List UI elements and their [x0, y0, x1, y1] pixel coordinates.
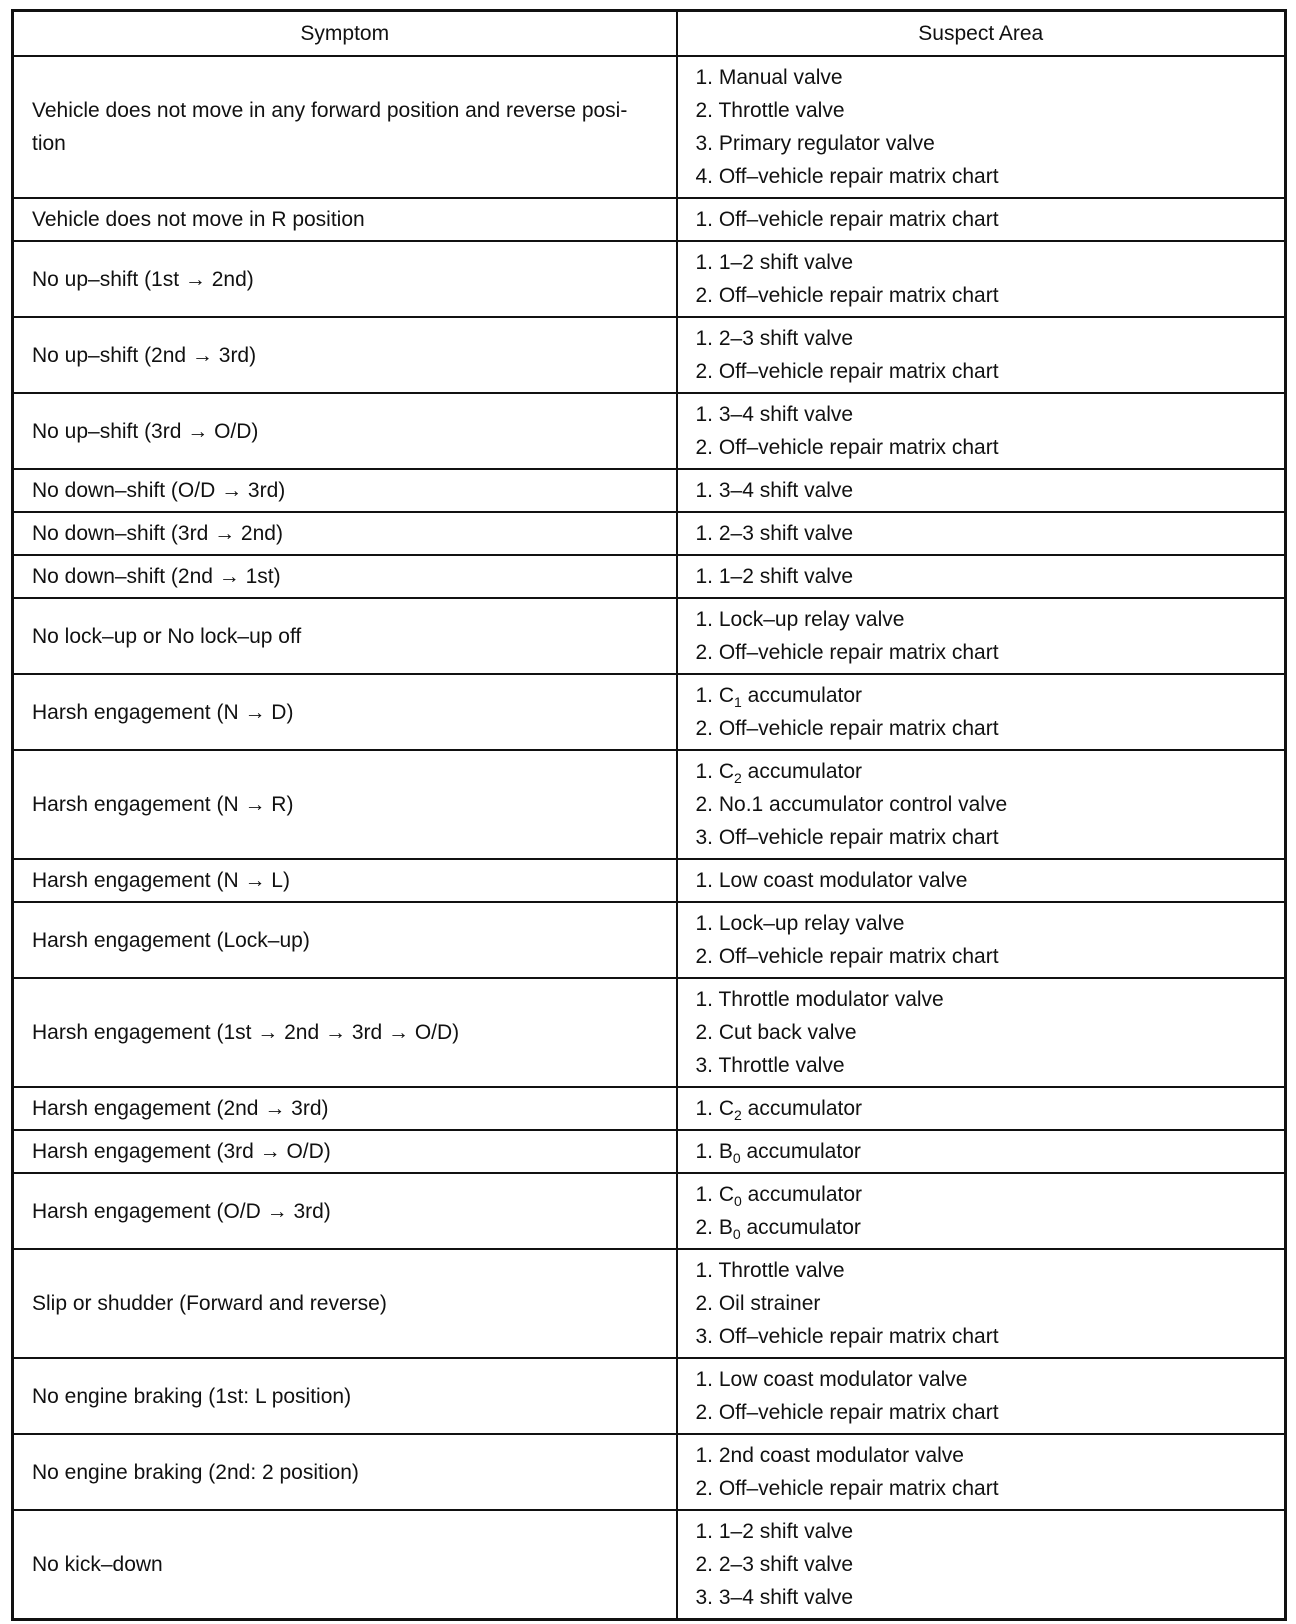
suspect-area-item [696, 940, 1275, 973]
symptom-cell [13, 56, 677, 198]
suspect-area-text: 3. Off–vehicle repair matrix chart [695, 826, 999, 849]
symptom-text: Slip or shudder (Forward and reverse) [32, 1292, 387, 1315]
suspect-area-item [696, 355, 1275, 388]
table-row [13, 1249, 1286, 1358]
suspect-area-text: 3. Primary regulator valve [695, 132, 935, 155]
suspect-area-text: 1. 1–2 shift valve [695, 251, 854, 274]
suspect-area-text: 1. 2nd coast modulator valve [695, 1444, 964, 1467]
suspect-area-cell [677, 1130, 1286, 1173]
suspect-area-item [696, 983, 1275, 1016]
symptom-cell [13, 555, 677, 598]
subscript-text: 1 [734, 694, 742, 710]
suspect-area-item [696, 1178, 1275, 1211]
symptom-text: No down–shift (O/D → 3rd) [32, 479, 286, 502]
suspect-area-cell [677, 1173, 1286, 1249]
table-row [13, 674, 1286, 750]
symptom-cell [13, 978, 677, 1087]
suspect-area-cell [677, 859, 1286, 902]
table-row [13, 241, 1286, 317]
suspect-area-item [696, 203, 1275, 236]
suspect-area-text: 3. 3–4 shift valve [695, 1586, 854, 1609]
suspect-area-cell [677, 241, 1286, 317]
suspect-area-cell [677, 469, 1286, 512]
table-row [13, 1434, 1286, 1510]
suspect-area-item [696, 1439, 1275, 1472]
symptom-text-line: tion [32, 132, 66, 155]
symptom-cell [13, 198, 677, 241]
suspect-area-cell [677, 1434, 1286, 1510]
suspect-area-item [696, 788, 1275, 821]
suspect-area-cell [677, 1358, 1286, 1434]
suspect-area-text: 1. Throttle modulator valve [695, 988, 944, 1011]
symptom-cell [13, 902, 677, 978]
symptom-table [11, 9, 1287, 1621]
suspect-area-item [696, 907, 1275, 940]
suspect-area-text: accumulator [740, 1140, 861, 1163]
suspect-area-text: accumulator [741, 760, 863, 783]
suspect-area-item [696, 431, 1275, 464]
suspect-area-cell [677, 902, 1286, 978]
suspect-area-text: 2. Off–vehicle repair matrix chart [695, 1401, 999, 1424]
suspect-area-text: 1. Low coast modulator valve [695, 869, 968, 892]
suspect-area-text: 1. C [695, 684, 735, 707]
suspect-area-item [696, 1211, 1275, 1244]
symptom-cell [13, 1173, 677, 1249]
suspect-area-item [696, 636, 1275, 669]
table-row [13, 598, 1286, 674]
suspect-area-text: 2. Off–vehicle repair matrix chart [695, 284, 999, 307]
suspect-area-text: 1. Manual valve [695, 66, 843, 89]
suspect-area-text: accumulator [741, 1097, 863, 1120]
suspect-area-cell [677, 393, 1286, 469]
suspect-area-item [696, 61, 1275, 94]
symptom-text: No kick–down [32, 1553, 163, 1576]
suspect-area-item [696, 1515, 1275, 1548]
table-row [13, 750, 1286, 859]
suspect-area-item [696, 1049, 1275, 1082]
suspect-area-item [696, 1396, 1275, 1429]
suspect-area-item [696, 712, 1275, 745]
symptom-text-line: Vehicle does not move in any forward position and reverse posi- [32, 99, 628, 122]
suspect-area-text: 1. C [695, 1183, 735, 1206]
suspect-area-cell [677, 598, 1286, 674]
suspect-area-text: 2. Off–vehicle repair matrix chart [695, 717, 999, 740]
suspect-area-item [696, 322, 1275, 355]
symptom-cell [13, 1249, 677, 1358]
symptom-cell [13, 1358, 677, 1434]
suspect-area-item [696, 560, 1275, 593]
table-row [13, 1173, 1286, 1249]
suspect-area-text: 3. Off–vehicle repair matrix chart [695, 1325, 999, 1348]
suspect-area-cell [677, 512, 1286, 555]
suspect-area-text: 2. No.1 accumulator control valve [695, 793, 1008, 816]
table-row [13, 393, 1286, 469]
suspect-area-item [696, 864, 1275, 897]
suspect-area-item [696, 94, 1275, 127]
symptom-cell [13, 1434, 677, 1510]
suspect-area-text: 2. Cut back valve [695, 1021, 857, 1044]
suspect-area-item [696, 398, 1275, 431]
suspect-area-text: 1. 3–4 shift valve [695, 403, 854, 426]
symptom-cell [13, 859, 677, 902]
table-row [13, 198, 1286, 241]
symptom-cell [13, 512, 677, 555]
suspect-area-item [696, 755, 1275, 788]
symptom-text: Harsh engagement (N → L) [32, 869, 290, 892]
symptom-cell [13, 1130, 677, 1173]
suspect-area-cell [677, 317, 1286, 393]
table-row [13, 512, 1286, 555]
table-row [13, 1358, 1286, 1434]
symptom-text: No engine braking (1st: L position) [32, 1384, 352, 1408]
symptom-text: No up–shift (3rd → O/D) [32, 419, 259, 443]
symptom-text: No engine braking (2nd: 2 position) [32, 1460, 359, 1484]
symptom-text: Harsh engagement (N → R) [32, 793, 294, 816]
symptom-column-header: Symptom [13, 11, 677, 57]
suspect-area-text: 1. 2–3 shift valve [695, 522, 854, 545]
suspect-area-text: 4. Off–vehicle repair matrix chart [695, 165, 999, 188]
suspect-area-text: 2. Off–vehicle repair matrix chart [695, 436, 999, 459]
subscript-text: 0 [732, 1150, 741, 1166]
suspect-area-column-header: Suspect Area [677, 11, 1286, 57]
suspect-area-item [696, 1254, 1275, 1287]
suspect-area-item [696, 474, 1275, 507]
suspect-area-cell [677, 1087, 1286, 1130]
symptom-text: No lock–up or No lock–up off [32, 624, 302, 648]
symptom-cell [13, 1510, 677, 1620]
symptom-text: No down–shift (3rd → 2nd) [32, 522, 283, 545]
suspect-area-cell [677, 750, 1286, 859]
symptom-text: No up–shift (2nd → 3rd) [32, 343, 257, 367]
suspect-area-text: accumulator [741, 1183, 863, 1206]
symptom-text: Vehicle does not move in R position [32, 208, 365, 231]
symptom-cell [13, 1087, 677, 1130]
suspect-area-item [696, 246, 1275, 279]
table-row [13, 1510, 1286, 1620]
symptom-text: Harsh engagement (Lock–up) [32, 928, 310, 952]
suspect-area-item [696, 821, 1275, 854]
suspect-area-item [696, 1472, 1275, 1505]
suspect-area-text: accumulator [741, 684, 863, 707]
symptom-cell [13, 750, 677, 859]
table-row [13, 469, 1286, 512]
symptom-cell [13, 469, 677, 512]
symptom-text: No up–shift (1st → 2nd) [32, 267, 254, 291]
table-body [13, 56, 1286, 1620]
suspect-area-item [696, 1548, 1275, 1581]
suspect-area-text: 1. 3–4 shift valve [695, 479, 854, 502]
suspect-area-item [696, 1092, 1275, 1125]
suspect-area-text: 1. 1–2 shift valve [695, 565, 854, 588]
symptom-cell [13, 598, 677, 674]
suspect-area-text: accumulator [740, 1216, 861, 1239]
table-row [13, 1087, 1286, 1130]
suspect-area-cell [677, 56, 1286, 198]
suspect-area-text: 2. Off–vehicle repair matrix chart [695, 641, 999, 664]
symptom-text: Harsh engagement (O/D → 3rd) [32, 1199, 331, 1223]
suspect-area-item [696, 603, 1275, 636]
suspect-area-item [696, 1320, 1275, 1353]
suspect-area-cell [677, 674, 1286, 750]
suspect-area-item [696, 1135, 1275, 1168]
suspect-area-item [696, 517, 1275, 550]
suspect-area-text: 2. Off–vehicle repair matrix chart [695, 1477, 999, 1500]
table-row [13, 859, 1286, 902]
suspect-area-cell [677, 198, 1286, 241]
suspect-area-cell [677, 1249, 1286, 1358]
suspect-area-text: 2. Off–vehicle repair matrix chart [695, 360, 999, 383]
suspect-area-item [696, 1287, 1275, 1320]
table-row [13, 317, 1286, 393]
suspect-area-text: 1. 1–2 shift valve [695, 1520, 854, 1543]
suspect-area-text: 2. Off–vehicle repair matrix chart [695, 945, 999, 968]
suspect-area-text: 2. Throttle valve [695, 99, 845, 122]
symptom-text: Harsh engagement (2nd → 3rd) [32, 1097, 329, 1120]
suspect-area-text: 1. Throttle valve [695, 1259, 845, 1282]
suspect-area-item [696, 127, 1275, 160]
subscript-text: 0 [734, 1193, 742, 1209]
subscript-text: 0 [732, 1226, 741, 1242]
suspect-area-text: 2. Oil strainer [695, 1292, 821, 1315]
suspect-area-text: 2. B [695, 1216, 733, 1239]
suspect-area-cell [677, 555, 1286, 598]
symptom-cell [13, 674, 677, 750]
subscript-text: 2 [734, 770, 742, 786]
suspect-area-text: 1. C [695, 760, 735, 783]
symptom-text: Harsh engagement (N → D) [32, 700, 294, 724]
symptom-text: Harsh engagement (1st → 2nd → 3rd → O/D) [32, 1021, 460, 1044]
symptom-cell [13, 241, 677, 317]
suspect-area-text: 2. 2–3 shift valve [695, 1553, 854, 1576]
suspect-area-item [696, 1581, 1275, 1614]
suspect-area-item [696, 279, 1275, 312]
suspect-area-item [696, 679, 1275, 712]
suspect-area-text: 1. C [695, 1097, 735, 1120]
suspect-area-text: 3. Throttle valve [695, 1054, 845, 1077]
suspect-area-text: 1. Low coast modulator valve [695, 1368, 968, 1391]
symptom-cell [13, 393, 677, 469]
suspect-area-text: 1. Off–vehicle repair matrix chart [695, 208, 999, 231]
symptom-text: No down–shift (2nd → 1st) [32, 565, 281, 588]
suspect-area-cell [677, 978, 1286, 1087]
suspect-area-item [696, 1363, 1275, 1396]
symptom-cell [13, 317, 677, 393]
subscript-text: 2 [734, 1107, 742, 1123]
table-row [13, 978, 1286, 1087]
suspect-area-cell [677, 1510, 1286, 1620]
suspect-area-text: 1. B [695, 1140, 733, 1163]
suspect-area-item [696, 1016, 1275, 1049]
suspect-area-text: 1. Lock–up relay valve [695, 912, 905, 935]
symptom-text: Harsh engagement (3rd → O/D) [32, 1140, 331, 1163]
table-row [13, 555, 1286, 598]
table-header-row [13, 11, 1286, 57]
suspect-area-text: 1. 2–3 shift valve [695, 327, 854, 350]
table-row [13, 1130, 1286, 1173]
suspect-area-item [696, 160, 1275, 193]
table-row [13, 56, 1286, 198]
suspect-area-text: 1. Lock–up relay valve [695, 608, 905, 631]
table-row [13, 902, 1286, 978]
